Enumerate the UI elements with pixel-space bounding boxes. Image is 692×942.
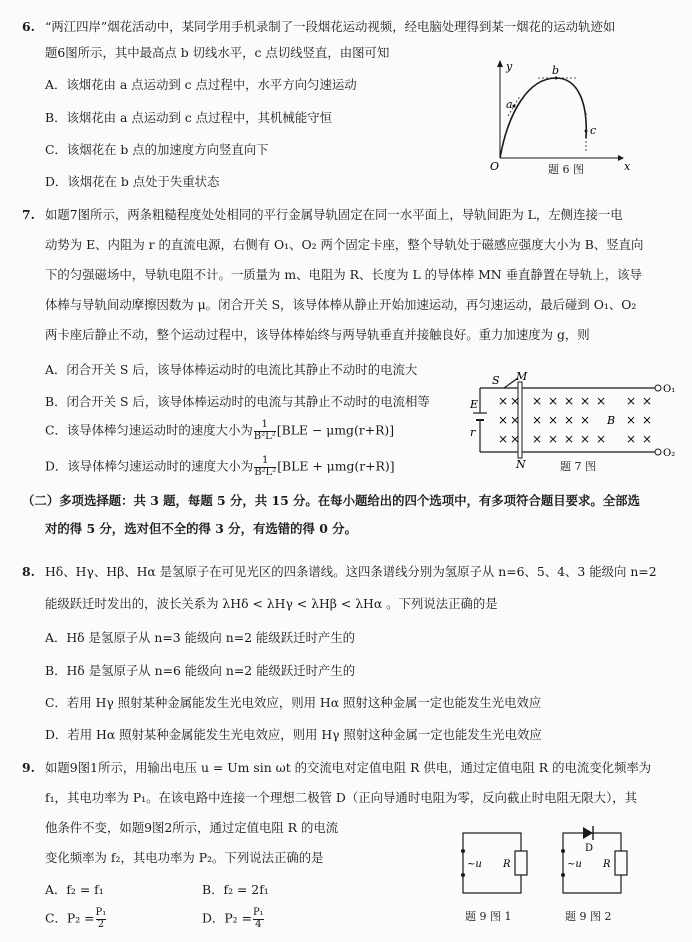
q8-option-a: A．Hδ 是氢原子从 n=3 能级向 n=2 能级跃迁时产生的: [45, 630, 356, 645]
field-cross: ×: [626, 413, 637, 427]
q7-option-d-fraction: [254, 456, 276, 478]
q8-option-d: D．若用 Hα 照射某种金属能发生光电效应，则用 Hγ 照射这种金属一定也能发生光电效应: [45, 727, 542, 742]
q8-number: 8.: [22, 564, 35, 579]
q7-stem-line2: 动势为 E、内阻为 r 的直流电源，右侧有 O₁、O₂ 两个固定卡座，整个导轨处于磁感应强度大小为 B、竖直向: [45, 237, 644, 252]
q7-option-c-expr: [BLE − μmg(r+R)]: [276, 422, 395, 438]
q7-stem-line1: 如题7图所示，两条粗糙程度处处相同的平行金属导轨固定在同一水平面上，导轨间距为 L，左侧连接一电: [45, 207, 623, 222]
q8-stem-line1: Hδ、Hγ、Hβ、Hα 是氢原子在可见光区的四条谱线。这四条谱线分别为氢原子从 n=6、5、4、3 能级向 n=2: [45, 564, 657, 579]
q9-figure2-caption: 题 9 图 2: [565, 910, 612, 923]
field-cross: ×: [498, 413, 509, 427]
q6-option-c: C．该烟花在 b 点的加速度方向竖直向下: [45, 142, 269, 157]
q9-circuit-figure-2: [555, 815, 635, 905]
q9-fig2-resistor-label: R: [603, 859, 611, 870]
q9-option-d-frac-num: P₁: [252, 907, 264, 918]
q8-option-c: C．若用 Hγ 照射某种金属能发生光电效应，则用 Hα 照射这种金属一定也能发生光电效应: [45, 695, 542, 710]
field-cross: ×: [564, 413, 575, 427]
q7-option-c-fraction: [254, 420, 276, 442]
q7-stem-line3: 下的匀强磁场中，导轨电阻不计。一质量为 m、电阻为 R、长度为 L 的导体棒 MN 垂直静置在导轨上，该导: [45, 267, 642, 282]
field-cross: ×: [510, 432, 521, 446]
q6-trajectory-figure: [478, 58, 631, 178]
q9-option-d-frac-den: 4: [253, 919, 264, 931]
q9-figure1-caption: 题 9 图 1: [465, 910, 512, 923]
field-cross: ×: [626, 432, 637, 446]
q9-option-d-fraction: [253, 908, 264, 930]
q9-stem-line3: 他条件不变，如题9图2所示，通过定值电阻 R 的电流: [45, 820, 339, 835]
q9-option-c-frac-den: 2: [96, 919, 107, 931]
q9-option-c: [45, 908, 107, 930]
q6-point-b-label: b: [552, 64, 560, 77]
q7-option-c: [45, 420, 394, 442]
q7-internal-r-label: r: [470, 426, 476, 439]
q9-fig1-source-label: ~u: [467, 859, 482, 870]
q6-point-a-label: a: [506, 98, 513, 111]
q6-number: 6.: [22, 19, 35, 34]
field-cross: ×: [564, 432, 575, 446]
q7-option-d: [45, 456, 395, 478]
q6-axis-x-label: x: [624, 160, 631, 173]
q9-option-a: A．f₂ = f₁: [45, 882, 104, 897]
q7-option-d-frac-num: 1: [262, 455, 269, 466]
q9-fig1-resistor-label: R: [503, 859, 511, 870]
q6-stem-line2: 题6图所示，其中最高点 b 切线水平，c 点切线竖直，由图可知: [45, 45, 390, 60]
q6-stem-line1: “两江四岸”烟花活动中，某同学用手机录制了一段烟花运动视频，经电脑处理得到某一烟花的运动轨迹如: [45, 19, 616, 34]
q7-field-label: B: [607, 414, 616, 427]
q7-switch-label: S: [492, 374, 500, 387]
q7-figure-caption: 题 7 图: [560, 460, 596, 473]
q9-option-b: B．f₂ = 2f₁: [202, 882, 269, 897]
field-cross: ×: [580, 432, 591, 446]
q7-rod-n-label: N: [516, 458, 526, 471]
field-cross: ×: [532, 432, 543, 446]
q7-option-b: B．闭合开关 S 后，该导体棒运动时的电流与其静止不动时的电流相等: [45, 394, 430, 409]
field-cross: ×: [510, 413, 521, 427]
q9-stem-line2: f₁，其电功率为 P₁。在该电路中连接一个理想二极管 D（正向导通时电阻为零，反向截止时电阻无限大），其: [45, 790, 638, 805]
field-cross: ×: [510, 394, 521, 408]
q9-stem-line4: 变化频率为 f₂，其电功率为 P₂。下列说法正确的是: [45, 850, 324, 865]
field-cross: ×: [642, 432, 653, 446]
field-cross: ×: [580, 394, 591, 408]
field-cross: ×: [626, 394, 637, 408]
field-cross: ×: [548, 394, 559, 408]
q7-stem-line5: 两卡座后静止不动，整个运动过程中，该导体棒始终与两导轨垂直并接触良好。重力加速度为 g，则: [45, 327, 590, 342]
q6-axis-y-label: y: [506, 60, 513, 73]
field-cross: ×: [548, 432, 559, 446]
q9-number: 9.: [22, 760, 35, 775]
q7-option-a: A．闭合开关 S 后，该导体棒运动时的电流比其静止不动时的电流大: [45, 362, 418, 377]
q6-option-a: A．该烟花由 a 点运动到 c 点过程中，水平方向匀速运动: [45, 77, 357, 92]
field-cross: ×: [498, 394, 509, 408]
field-cross: ×: [580, 413, 591, 427]
field-cross: ×: [596, 394, 607, 408]
q6-option-b: B．该烟花由 a 点运动到 c 点过程中，其机械能守恒: [45, 110, 332, 125]
q7-o2-label: O₂: [663, 448, 676, 459]
q9-stem-line1: 如题9图1所示，用输出电压 u = Um sin ωt 的交流电对定值电阻 R 供电，通过定值电阻 R 的电流变化频率为: [45, 760, 652, 775]
q9-fig2-source-label: ~u: [567, 859, 582, 870]
q8-stem-line2: 能级跃迁时发出的，波长关系为 λHδ < λHγ < λHβ < λHα 。下列说法正确的是: [45, 596, 498, 611]
field-cross: ×: [596, 432, 607, 446]
field-cross: ×: [642, 394, 653, 408]
field-cross: ×: [498, 432, 509, 446]
q7-option-c-text: C．该导体棒匀速运动时的速度大小为: [45, 422, 253, 438]
q7-rod-m-label: M: [516, 370, 528, 383]
section2-line2: 对的得 5 分，选对但不全的得 3 分，有选错的得 0 分。: [45, 521, 357, 536]
q9-option-d-text: D．P₂ =: [202, 910, 252, 926]
q7-option-d-expr: [BLE + μmg(r+R)]: [277, 458, 395, 474]
field-cross: ×: [642, 413, 653, 427]
q8-option-b: B．Hδ 是氢原子从 n=6 能级向 n=2 能级跃迁时产生的: [45, 663, 356, 678]
field-cross: ×: [564, 394, 575, 408]
q9-fig2-diode-label: D: [585, 843, 594, 854]
q7-option-c-frac-num: 1: [261, 419, 268, 430]
q7-stem-line4: 体棒与导轨间动摩擦因数为 μ。闭合开关 S，该导体棒从静止开始加速运动，再匀速运动，最后碰到 O₁、O₂: [45, 297, 637, 312]
q6-origin-label: O: [490, 160, 500, 173]
q9-option-c-frac-num: P₁: [95, 907, 107, 918]
q9-option-d: [202, 908, 265, 930]
field-cross: ×: [548, 413, 559, 427]
q7-number: 7.: [22, 207, 35, 222]
q9-option-c-fraction: [96, 908, 107, 930]
q7-option-c-frac-den: B²L²: [253, 430, 276, 442]
field-cross: ×: [532, 413, 543, 427]
q6-figure-caption: 题 6 图: [548, 163, 584, 176]
q6-point-c-label: c: [590, 124, 597, 137]
q6-option-d: D．该烟花在 b 点处于失重状态: [45, 174, 220, 189]
q7-emf-label: E: [470, 398, 479, 411]
q9-circuit-figure-1: [455, 825, 535, 905]
q7-option-d-text: D．该导体棒匀速运动时的速度大小为: [45, 458, 254, 474]
section2-line1: （二）多项选择题：共 3 题，每题 5 分，共 15 分。在每小题给出的四个选项中，有多项符合题目要求。全部选: [22, 493, 640, 508]
q7-o1-label: O₁: [663, 384, 676, 395]
field-cross: ×: [532, 394, 543, 408]
q7-option-d-frac-den: B²L²: [254, 466, 277, 478]
q9-option-c-text: C．P₂ =: [45, 910, 95, 926]
